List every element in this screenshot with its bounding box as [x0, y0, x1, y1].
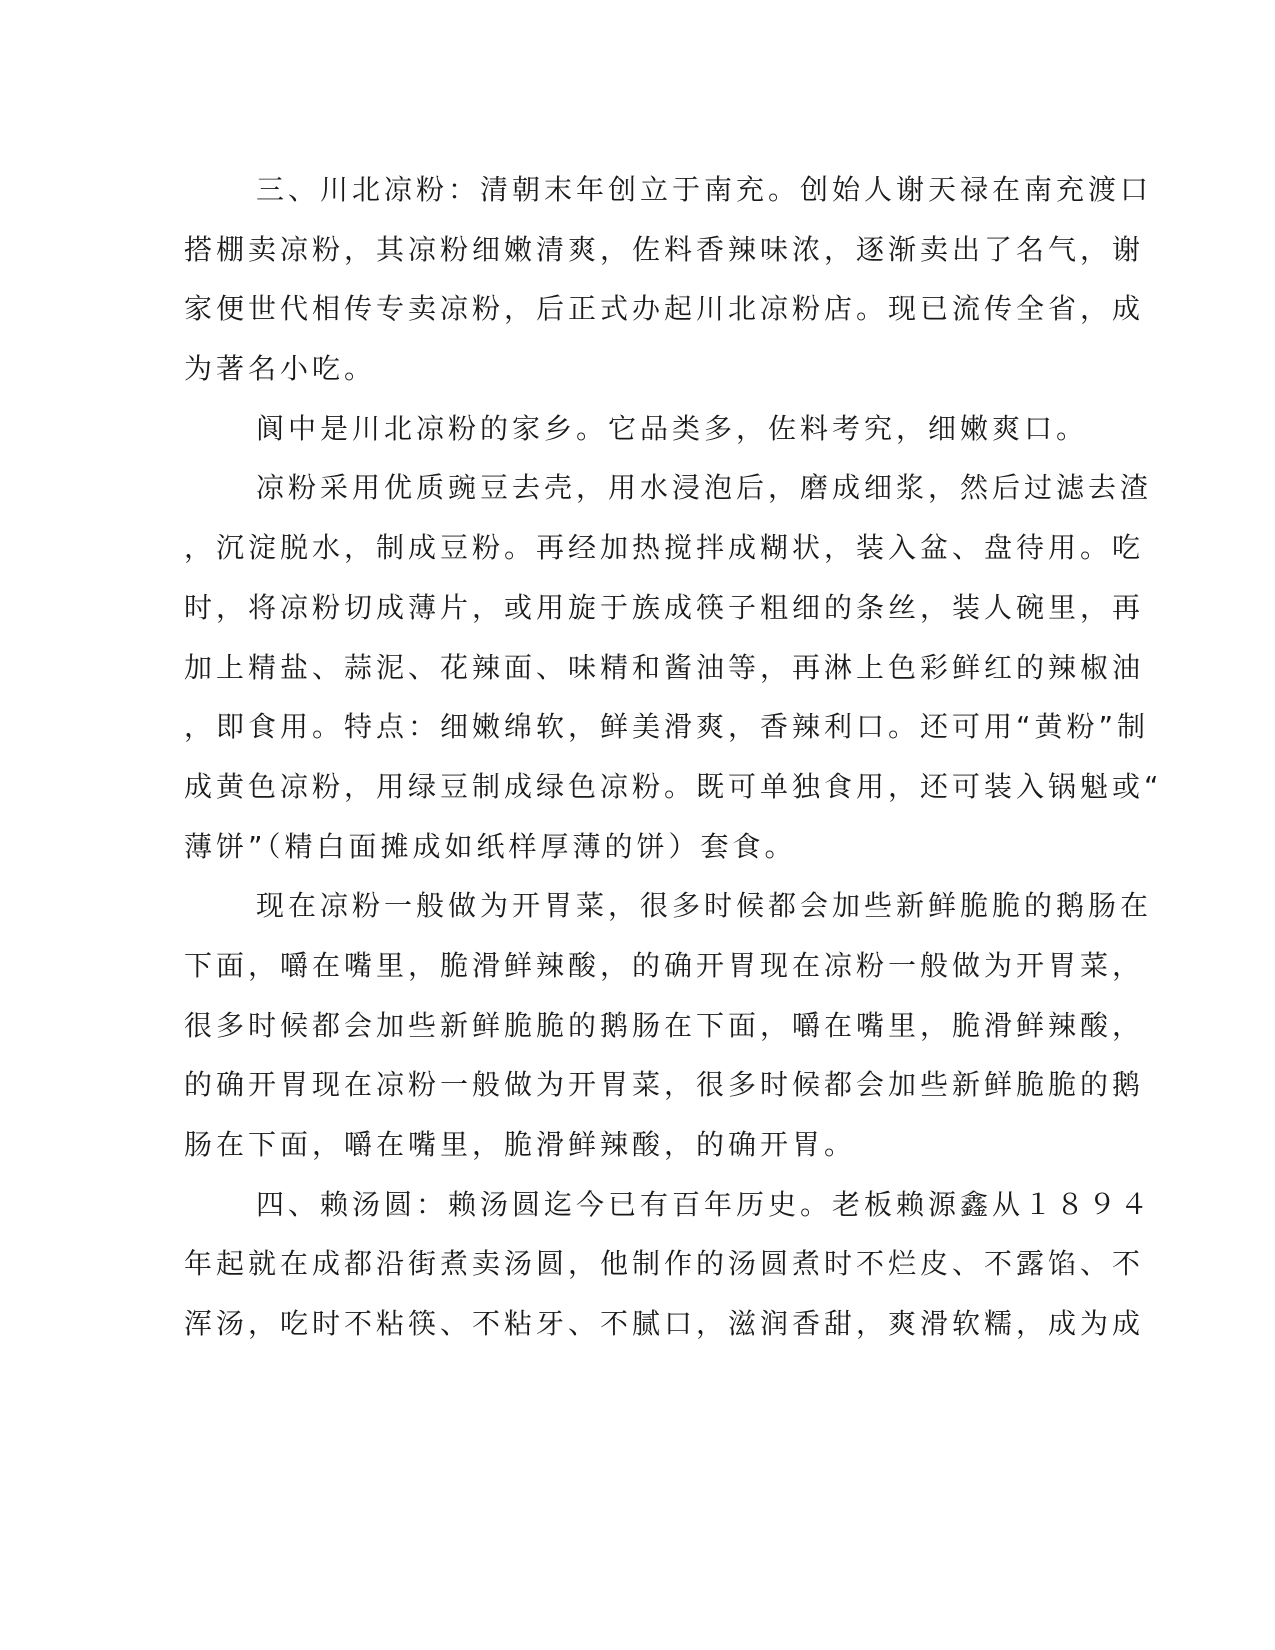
paragraph-line: 搭棚卖凉粉，其凉粉细嫩清爽，佐料香辣味浓，逐渐卖出了名气，谢	[184, 232, 1145, 266]
paragraph-line: 浑汤，吃时不粘筷、不粘牙、不腻口，滋润香甜，爽滑软糯，成为成	[184, 1307, 1145, 1341]
paragraph-line: 三、川北凉粉：清朝末年创立于南充。创始人谢天禄在南充渡口	[256, 173, 1153, 206]
paragraph-line: ，沉淀脱水，制成豆粉。再经加热搅拌成糊状，装入盆、盘待用。吃	[184, 531, 1145, 565]
paragraph-line: 肠在下面，嚼在嘴里，脆滑鲜辣酸，的确开胃。	[184, 1128, 857, 1161]
body-text	[184, 160, 1163, 1354]
paragraph-line: 的确开胃现在凉粉一般做为开胃菜，很多时候都会加些新鲜脆脆的鹅	[184, 1068, 1145, 1102]
paragraph-line: 现在凉粉一般做为开胃菜，很多时候都会加些新鲜脆脆的鹅肠在	[256, 889, 1153, 923]
paragraph-line: 家便世代相传专卖凉粉，后正式办起川北凉粉店。现已流传全省，成	[184, 292, 1145, 326]
paragraph-line: 成黄色凉粉，用绿豆制成绿色凉粉。既可单独食用，还可装入锅魁或“	[184, 769, 1163, 803]
paragraph-line: 年起就在成都沿街煮卖汤圆，他制作的汤圆煮时不烂皮、不露馅、不	[184, 1247, 1145, 1281]
paragraph-line: ，即食用。特点：细嫩绵软，鲜美滑爽，香辣利口。还可用“黄粉”制	[184, 710, 1150, 744]
paragraph-line: 四、赖汤圆：赖汤圆迄今已有百年历史。老板赖源鑫从１８９４	[256, 1187, 1153, 1221]
paragraph-line: 薄饼”（精白面摊成如纸样厚薄的饼）套食。	[184, 829, 797, 863]
paragraph-line: 为著名小吃。	[184, 352, 377, 386]
paragraph-line: 凉粉采用优质豌豆去壳，用水浸泡后，磨成细浆，然后过滤去渣	[256, 471, 1153, 505]
paragraph-line: 下面，嚼在嘴里，脆滑鲜辣酸，的确开胃现在凉粉一般做为开胃菜，	[184, 948, 1145, 982]
paragraph-line: 很多时候都会加些新鲜脆脆的鹅肠在下面，嚼在嘴里，脆滑鲜辣酸，	[184, 1008, 1145, 1042]
paragraph-line: 加上精盐、蒜泥、花辣面、味精和酱油等，再淋上色彩鲜红的辣椒油	[184, 650, 1145, 684]
paragraph-line: 时，将凉粉切成薄片，或用旋于族成筷子粗细的条丝，装人碗里，再	[184, 590, 1145, 624]
paragraph-line: 阆中是川北凉粉的家乡。它品类多，佐料考究，细嫩爽口。	[256, 411, 1089, 445]
